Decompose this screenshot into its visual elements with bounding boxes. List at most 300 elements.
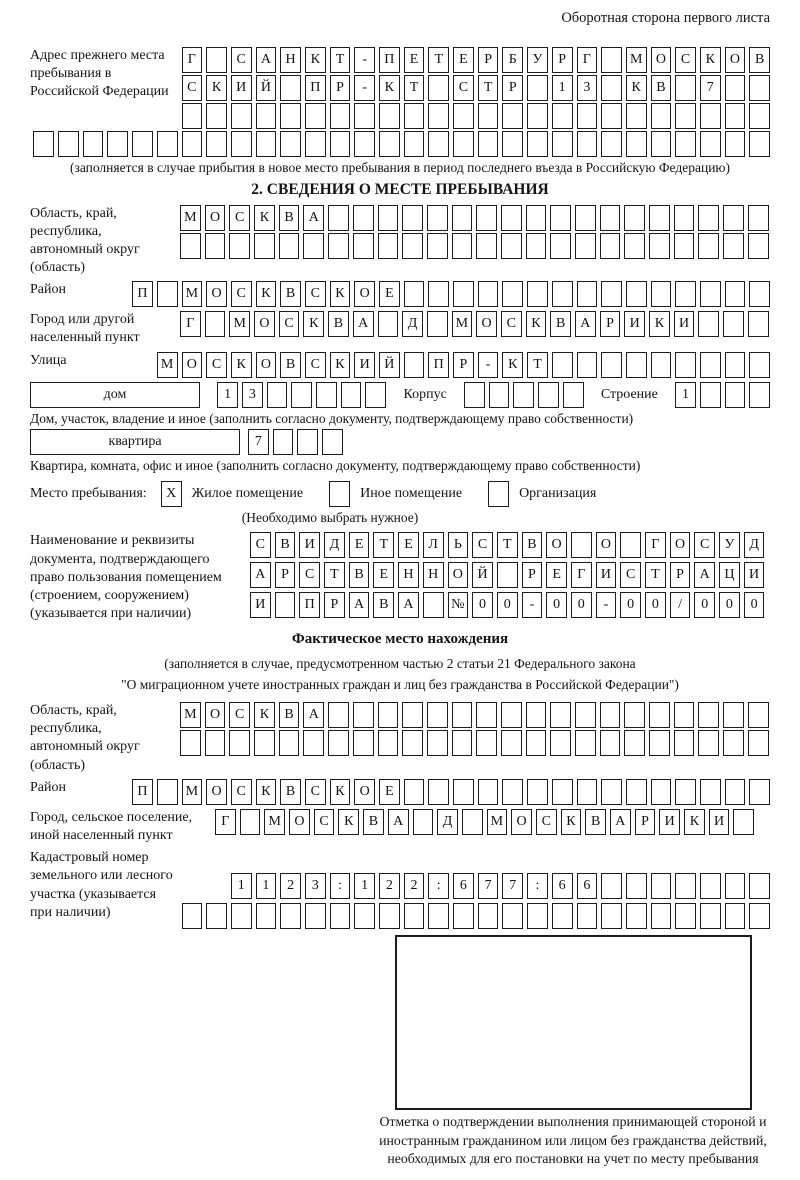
char-cell[interactable]: Ц: [719, 562, 740, 588]
char-cell[interactable]: -: [354, 75, 375, 101]
char-cell[interactable]: [58, 131, 79, 157]
char-cell[interactable]: П: [379, 47, 400, 73]
char-cell[interactable]: [453, 131, 474, 157]
char-cell[interactable]: О: [289, 809, 310, 835]
char-cell[interactable]: Т: [428, 47, 449, 73]
char-cell[interactable]: [404, 903, 425, 929]
char-cell[interactable]: [404, 779, 425, 805]
char-cell[interactable]: 7: [700, 75, 721, 101]
char-cell[interactable]: И: [250, 592, 271, 618]
char-cell[interactable]: [748, 730, 769, 756]
char-cell[interactable]: А: [303, 702, 324, 728]
char-cell[interactable]: М: [157, 352, 178, 378]
char-cell[interactable]: [674, 702, 695, 728]
char-cell[interactable]: [231, 103, 252, 129]
char-cell[interactable]: Т: [497, 532, 518, 558]
char-cell[interactable]: П: [299, 592, 320, 618]
char-cell[interactable]: [453, 779, 474, 805]
char-cell[interactable]: С: [231, 779, 252, 805]
char-cell[interactable]: Й: [256, 75, 277, 101]
house-box[interactable]: дом: [30, 382, 200, 408]
char-cell[interactable]: [601, 903, 622, 929]
char-cell[interactable]: О: [670, 532, 691, 558]
char-cell[interactable]: [180, 233, 201, 259]
char-cell[interactable]: М: [487, 809, 508, 835]
char-cell[interactable]: [575, 233, 596, 259]
char-cell[interactable]: К: [303, 311, 324, 337]
char-cell[interactable]: [527, 779, 548, 805]
char-cell[interactable]: [427, 730, 448, 756]
char-cell[interactable]: /: [670, 592, 691, 618]
char-cell[interactable]: Л: [423, 532, 444, 558]
char-cell[interactable]: [698, 730, 719, 756]
char-cell[interactable]: Е: [453, 47, 474, 73]
char-cell[interactable]: [353, 205, 374, 231]
char-cell[interactable]: К: [626, 75, 647, 101]
char-cell[interactable]: [478, 281, 499, 307]
char-cell[interactable]: [229, 730, 250, 756]
char-cell[interactable]: [725, 131, 746, 157]
char-cell[interactable]: 0: [497, 592, 518, 618]
char-cell[interactable]: [723, 702, 744, 728]
char-cell[interactable]: 0: [744, 592, 765, 618]
char-cell[interactable]: Д: [324, 532, 345, 558]
char-cell[interactable]: [501, 730, 522, 756]
char-cell[interactable]: [452, 233, 473, 259]
char-cell[interactable]: Р: [502, 75, 523, 101]
char-cell[interactable]: [527, 103, 548, 129]
apartment-box[interactable]: квартира: [30, 429, 240, 455]
char-cell[interactable]: П: [132, 779, 153, 805]
char-cell[interactable]: [748, 205, 769, 231]
char-cell[interactable]: Г: [215, 809, 236, 835]
char-cell[interactable]: [748, 233, 769, 259]
char-cell[interactable]: С: [305, 779, 326, 805]
char-cell[interactable]: [748, 311, 769, 337]
char-cell[interactable]: [749, 103, 770, 129]
char-cell[interactable]: [378, 233, 399, 259]
char-cell[interactable]: 3: [577, 75, 598, 101]
char-cell[interactable]: [305, 103, 326, 129]
char-cell[interactable]: [402, 205, 423, 231]
char-cell[interactable]: О: [546, 532, 567, 558]
char-cell[interactable]: С: [231, 281, 252, 307]
char-cell[interactable]: [550, 702, 571, 728]
char-cell[interactable]: [700, 903, 721, 929]
char-cell[interactable]: Р: [552, 47, 573, 73]
char-cell[interactable]: [538, 382, 559, 408]
other-premises-checkbox[interactable]: [329, 481, 350, 507]
char-cell[interactable]: [452, 702, 473, 728]
char-cell[interactable]: [428, 131, 449, 157]
char-cell[interactable]: И: [744, 562, 765, 588]
char-cell[interactable]: [651, 779, 672, 805]
char-cell[interactable]: -: [596, 592, 617, 618]
char-cell[interactable]: Й: [472, 562, 493, 588]
char-cell[interactable]: [577, 903, 598, 929]
char-cell[interactable]: :: [428, 873, 449, 899]
char-cell[interactable]: [354, 903, 375, 929]
char-cell[interactable]: [527, 75, 548, 101]
char-cell[interactable]: [550, 233, 571, 259]
char-cell[interactable]: В: [749, 47, 770, 73]
char-cell[interactable]: [749, 75, 770, 101]
char-cell[interactable]: [700, 779, 721, 805]
char-cell[interactable]: [428, 75, 449, 101]
char-cell[interactable]: [698, 702, 719, 728]
char-cell[interactable]: [341, 382, 362, 408]
char-cell[interactable]: [273, 429, 294, 455]
char-cell[interactable]: Н: [398, 562, 419, 588]
char-cell[interactable]: -: [522, 592, 543, 618]
char-cell[interactable]: С: [299, 562, 320, 588]
char-cell[interactable]: [402, 702, 423, 728]
char-cell[interactable]: О: [205, 702, 226, 728]
char-cell[interactable]: [379, 103, 400, 129]
char-cell[interactable]: [749, 873, 770, 899]
char-cell[interactable]: [725, 779, 746, 805]
char-cell[interactable]: [723, 730, 744, 756]
char-cell[interactable]: А: [250, 562, 271, 588]
char-cell[interactable]: [626, 131, 647, 157]
char-cell[interactable]: [427, 311, 448, 337]
char-cell[interactable]: А: [303, 205, 324, 231]
char-cell[interactable]: И: [659, 809, 680, 835]
char-cell[interactable]: И: [354, 352, 375, 378]
char-cell[interactable]: [330, 103, 351, 129]
char-cell[interactable]: [700, 382, 721, 408]
char-cell[interactable]: [725, 903, 746, 929]
char-cell[interactable]: [700, 281, 721, 307]
char-cell[interactable]: Н: [423, 562, 444, 588]
char-cell[interactable]: В: [522, 532, 543, 558]
char-cell[interactable]: С: [620, 562, 641, 588]
char-cell[interactable]: [502, 281, 523, 307]
char-cell[interactable]: [428, 281, 449, 307]
char-cell[interactable]: И: [624, 311, 645, 337]
char-cell[interactable]: [649, 233, 670, 259]
char-cell[interactable]: Р: [453, 352, 474, 378]
char-cell[interactable]: [601, 779, 622, 805]
char-cell[interactable]: 2: [404, 873, 425, 899]
char-cell[interactable]: Е: [398, 532, 419, 558]
char-cell[interactable]: [526, 702, 547, 728]
char-cell[interactable]: [256, 131, 277, 157]
char-cell[interactable]: М: [180, 205, 201, 231]
char-cell[interactable]: К: [526, 311, 547, 337]
char-cell[interactable]: С: [694, 532, 715, 558]
char-cell[interactable]: [428, 903, 449, 929]
char-cell[interactable]: [725, 281, 746, 307]
char-cell[interactable]: [280, 75, 301, 101]
char-cell[interactable]: [452, 205, 473, 231]
char-cell[interactable]: Д: [437, 809, 458, 835]
char-cell[interactable]: О: [205, 205, 226, 231]
char-cell[interactable]: [700, 873, 721, 899]
char-cell[interactable]: И: [299, 532, 320, 558]
char-cell[interactable]: [275, 592, 296, 618]
char-cell[interactable]: В: [280, 779, 301, 805]
char-cell[interactable]: [476, 233, 497, 259]
char-cell[interactable]: [478, 131, 499, 157]
char-cell[interactable]: Р: [275, 562, 296, 588]
char-cell[interactable]: [402, 730, 423, 756]
char-cell[interactable]: [600, 233, 621, 259]
char-cell[interactable]: А: [349, 592, 370, 618]
char-cell[interactable]: Г: [180, 311, 201, 337]
char-cell[interactable]: Р: [600, 311, 621, 337]
char-cell[interactable]: 1: [354, 873, 375, 899]
char-cell[interactable]: -: [354, 47, 375, 73]
char-cell[interactable]: [675, 873, 696, 899]
char-cell[interactable]: С: [675, 47, 696, 73]
char-cell[interactable]: М: [180, 702, 201, 728]
char-cell[interactable]: [651, 103, 672, 129]
char-cell[interactable]: [427, 233, 448, 259]
char-cell[interactable]: [305, 131, 326, 157]
char-cell[interactable]: [526, 730, 547, 756]
char-cell[interactable]: С: [250, 532, 271, 558]
char-cell[interactable]: [577, 281, 598, 307]
char-cell[interactable]: [601, 131, 622, 157]
char-cell[interactable]: [182, 903, 203, 929]
char-cell[interactable]: [205, 311, 226, 337]
char-cell[interactable]: [280, 903, 301, 929]
char-cell[interactable]: [600, 702, 621, 728]
char-cell[interactable]: [601, 352, 622, 378]
char-cell[interactable]: Е: [404, 47, 425, 73]
char-cell[interactable]: В: [280, 352, 301, 378]
char-cell[interactable]: [453, 281, 474, 307]
char-cell[interactable]: [698, 205, 719, 231]
char-cell[interactable]: [626, 352, 647, 378]
char-cell[interactable]: [206, 131, 227, 157]
char-cell[interactable]: Е: [379, 779, 400, 805]
residential-checkbox[interactable]: X: [161, 481, 182, 507]
char-cell[interactable]: [365, 382, 386, 408]
char-cell[interactable]: Т: [330, 47, 351, 73]
char-cell[interactable]: 3: [242, 382, 263, 408]
char-cell[interactable]: В: [363, 809, 384, 835]
char-cell[interactable]: [404, 281, 425, 307]
char-cell[interactable]: [577, 131, 598, 157]
char-cell[interactable]: [379, 131, 400, 157]
char-cell[interactable]: [305, 903, 326, 929]
char-cell[interactable]: П: [305, 75, 326, 101]
char-cell[interactable]: [651, 131, 672, 157]
char-cell[interactable]: [452, 730, 473, 756]
char-cell[interactable]: 0: [719, 592, 740, 618]
char-cell[interactable]: С: [229, 702, 250, 728]
char-cell[interactable]: [231, 131, 252, 157]
char-cell[interactable]: [497, 562, 518, 588]
char-cell[interactable]: [624, 205, 645, 231]
char-cell[interactable]: 7: [248, 429, 269, 455]
char-cell[interactable]: [698, 311, 719, 337]
char-cell[interactable]: [501, 702, 522, 728]
char-cell[interactable]: [205, 730, 226, 756]
char-cell[interactable]: [254, 730, 275, 756]
char-cell[interactable]: С: [206, 352, 227, 378]
char-cell[interactable]: 0: [620, 592, 641, 618]
char-cell[interactable]: В: [550, 311, 571, 337]
char-cell[interactable]: [626, 103, 647, 129]
char-cell[interactable]: О: [476, 311, 497, 337]
char-cell[interactable]: К: [256, 281, 277, 307]
char-cell[interactable]: 6: [453, 873, 474, 899]
char-cell[interactable]: [626, 779, 647, 805]
char-cell[interactable]: В: [373, 592, 394, 618]
char-cell[interactable]: [316, 382, 337, 408]
char-cell[interactable]: К: [330, 779, 351, 805]
char-cell[interactable]: О: [354, 779, 375, 805]
char-cell[interactable]: [453, 903, 474, 929]
char-cell[interactable]: К: [379, 75, 400, 101]
char-cell[interactable]: [353, 702, 374, 728]
char-cell[interactable]: [157, 131, 178, 157]
char-cell[interactable]: Д: [402, 311, 423, 337]
char-cell[interactable]: [478, 103, 499, 129]
char-cell[interactable]: О: [206, 281, 227, 307]
char-cell[interactable]: [291, 382, 312, 408]
char-cell[interactable]: К: [338, 809, 359, 835]
char-cell[interactable]: [675, 281, 696, 307]
char-cell[interactable]: 1: [552, 75, 573, 101]
char-cell[interactable]: :: [330, 873, 351, 899]
char-cell[interactable]: [229, 233, 250, 259]
char-cell[interactable]: Е: [349, 532, 370, 558]
char-cell[interactable]: [626, 873, 647, 899]
char-cell[interactable]: В: [275, 532, 296, 558]
char-cell[interactable]: Е: [379, 281, 400, 307]
char-cell[interactable]: [700, 131, 721, 157]
char-cell[interactable]: [527, 903, 548, 929]
char-cell[interactable]: [526, 205, 547, 231]
char-cell[interactable]: [303, 233, 324, 259]
char-cell[interactable]: 7: [478, 873, 499, 899]
char-cell[interactable]: О: [725, 47, 746, 73]
char-cell[interactable]: [280, 131, 301, 157]
char-cell[interactable]: К: [684, 809, 705, 835]
char-cell[interactable]: М: [452, 311, 473, 337]
char-cell[interactable]: [723, 233, 744, 259]
char-cell[interactable]: К: [502, 352, 523, 378]
char-cell[interactable]: [552, 352, 573, 378]
char-cell[interactable]: 0: [694, 592, 715, 618]
char-cell[interactable]: [378, 311, 399, 337]
char-cell[interactable]: В: [349, 562, 370, 588]
char-cell[interactable]: [748, 702, 769, 728]
char-cell[interactable]: М: [182, 281, 203, 307]
char-cell[interactable]: [328, 233, 349, 259]
char-cell[interactable]: [267, 382, 288, 408]
char-cell[interactable]: [354, 131, 375, 157]
char-cell[interactable]: Д: [744, 532, 765, 558]
char-cell[interactable]: [330, 131, 351, 157]
char-cell[interactable]: [423, 592, 444, 618]
char-cell[interactable]: [231, 903, 252, 929]
char-cell[interactable]: О: [354, 281, 375, 307]
char-cell[interactable]: П: [428, 352, 449, 378]
char-cell[interactable]: А: [388, 809, 409, 835]
char-cell[interactable]: [651, 873, 672, 899]
char-cell[interactable]: [428, 103, 449, 129]
char-cell[interactable]: [626, 903, 647, 929]
char-cell[interactable]: А: [575, 311, 596, 337]
char-cell[interactable]: [254, 233, 275, 259]
char-cell[interactable]: П: [132, 281, 153, 307]
char-cell[interactable]: К: [561, 809, 582, 835]
char-cell[interactable]: Р: [522, 562, 543, 588]
char-cell[interactable]: [575, 205, 596, 231]
char-cell[interactable]: Г: [577, 47, 598, 73]
char-cell[interactable]: В: [328, 311, 349, 337]
char-cell[interactable]: С: [536, 809, 557, 835]
char-cell[interactable]: [749, 903, 770, 929]
char-cell[interactable]: [749, 131, 770, 157]
char-cell[interactable]: 1: [675, 382, 696, 408]
char-cell[interactable]: С: [472, 532, 493, 558]
char-cell[interactable]: У: [527, 47, 548, 73]
char-cell[interactable]: [624, 233, 645, 259]
char-cell[interactable]: [157, 281, 178, 307]
char-cell[interactable]: [427, 205, 448, 231]
char-cell[interactable]: И: [709, 809, 730, 835]
char-cell[interactable]: Б: [502, 47, 523, 73]
char-cell[interactable]: [502, 903, 523, 929]
char-cell[interactable]: К: [330, 281, 351, 307]
char-cell[interactable]: С: [453, 75, 474, 101]
char-cell[interactable]: М: [182, 779, 203, 805]
char-cell[interactable]: [550, 205, 571, 231]
char-cell[interactable]: Г: [182, 47, 203, 73]
char-cell[interactable]: [725, 103, 746, 129]
char-cell[interactable]: Р: [330, 75, 351, 101]
char-cell[interactable]: [404, 352, 425, 378]
char-cell[interactable]: Е: [546, 562, 567, 588]
char-cell[interactable]: [601, 281, 622, 307]
char-cell[interactable]: И: [231, 75, 252, 101]
char-cell[interactable]: [725, 382, 746, 408]
char-cell[interactable]: С: [231, 47, 252, 73]
char-cell[interactable]: [552, 281, 573, 307]
char-cell[interactable]: [552, 903, 573, 929]
char-cell[interactable]: С: [182, 75, 203, 101]
char-cell[interactable]: [552, 131, 573, 157]
char-cell[interactable]: [577, 779, 598, 805]
char-cell[interactable]: В: [279, 205, 300, 231]
char-cell[interactable]: С: [305, 352, 326, 378]
char-cell[interactable]: [674, 233, 695, 259]
char-cell[interactable]: Г: [645, 532, 666, 558]
char-cell[interactable]: [206, 903, 227, 929]
char-cell[interactable]: [489, 382, 510, 408]
char-cell[interactable]: 0: [645, 592, 666, 618]
char-cell[interactable]: [649, 730, 670, 756]
char-cell[interactable]: Т: [324, 562, 345, 588]
char-cell[interactable]: К: [649, 311, 670, 337]
char-cell[interactable]: Р: [478, 47, 499, 73]
char-cell[interactable]: Т: [645, 562, 666, 588]
char-cell[interactable]: [402, 233, 423, 259]
char-cell[interactable]: [502, 103, 523, 129]
char-cell[interactable]: [527, 281, 548, 307]
char-cell[interactable]: А: [256, 47, 277, 73]
char-cell[interactable]: [279, 730, 300, 756]
char-cell[interactable]: [501, 233, 522, 259]
char-cell[interactable]: М: [264, 809, 285, 835]
char-cell[interactable]: [649, 205, 670, 231]
